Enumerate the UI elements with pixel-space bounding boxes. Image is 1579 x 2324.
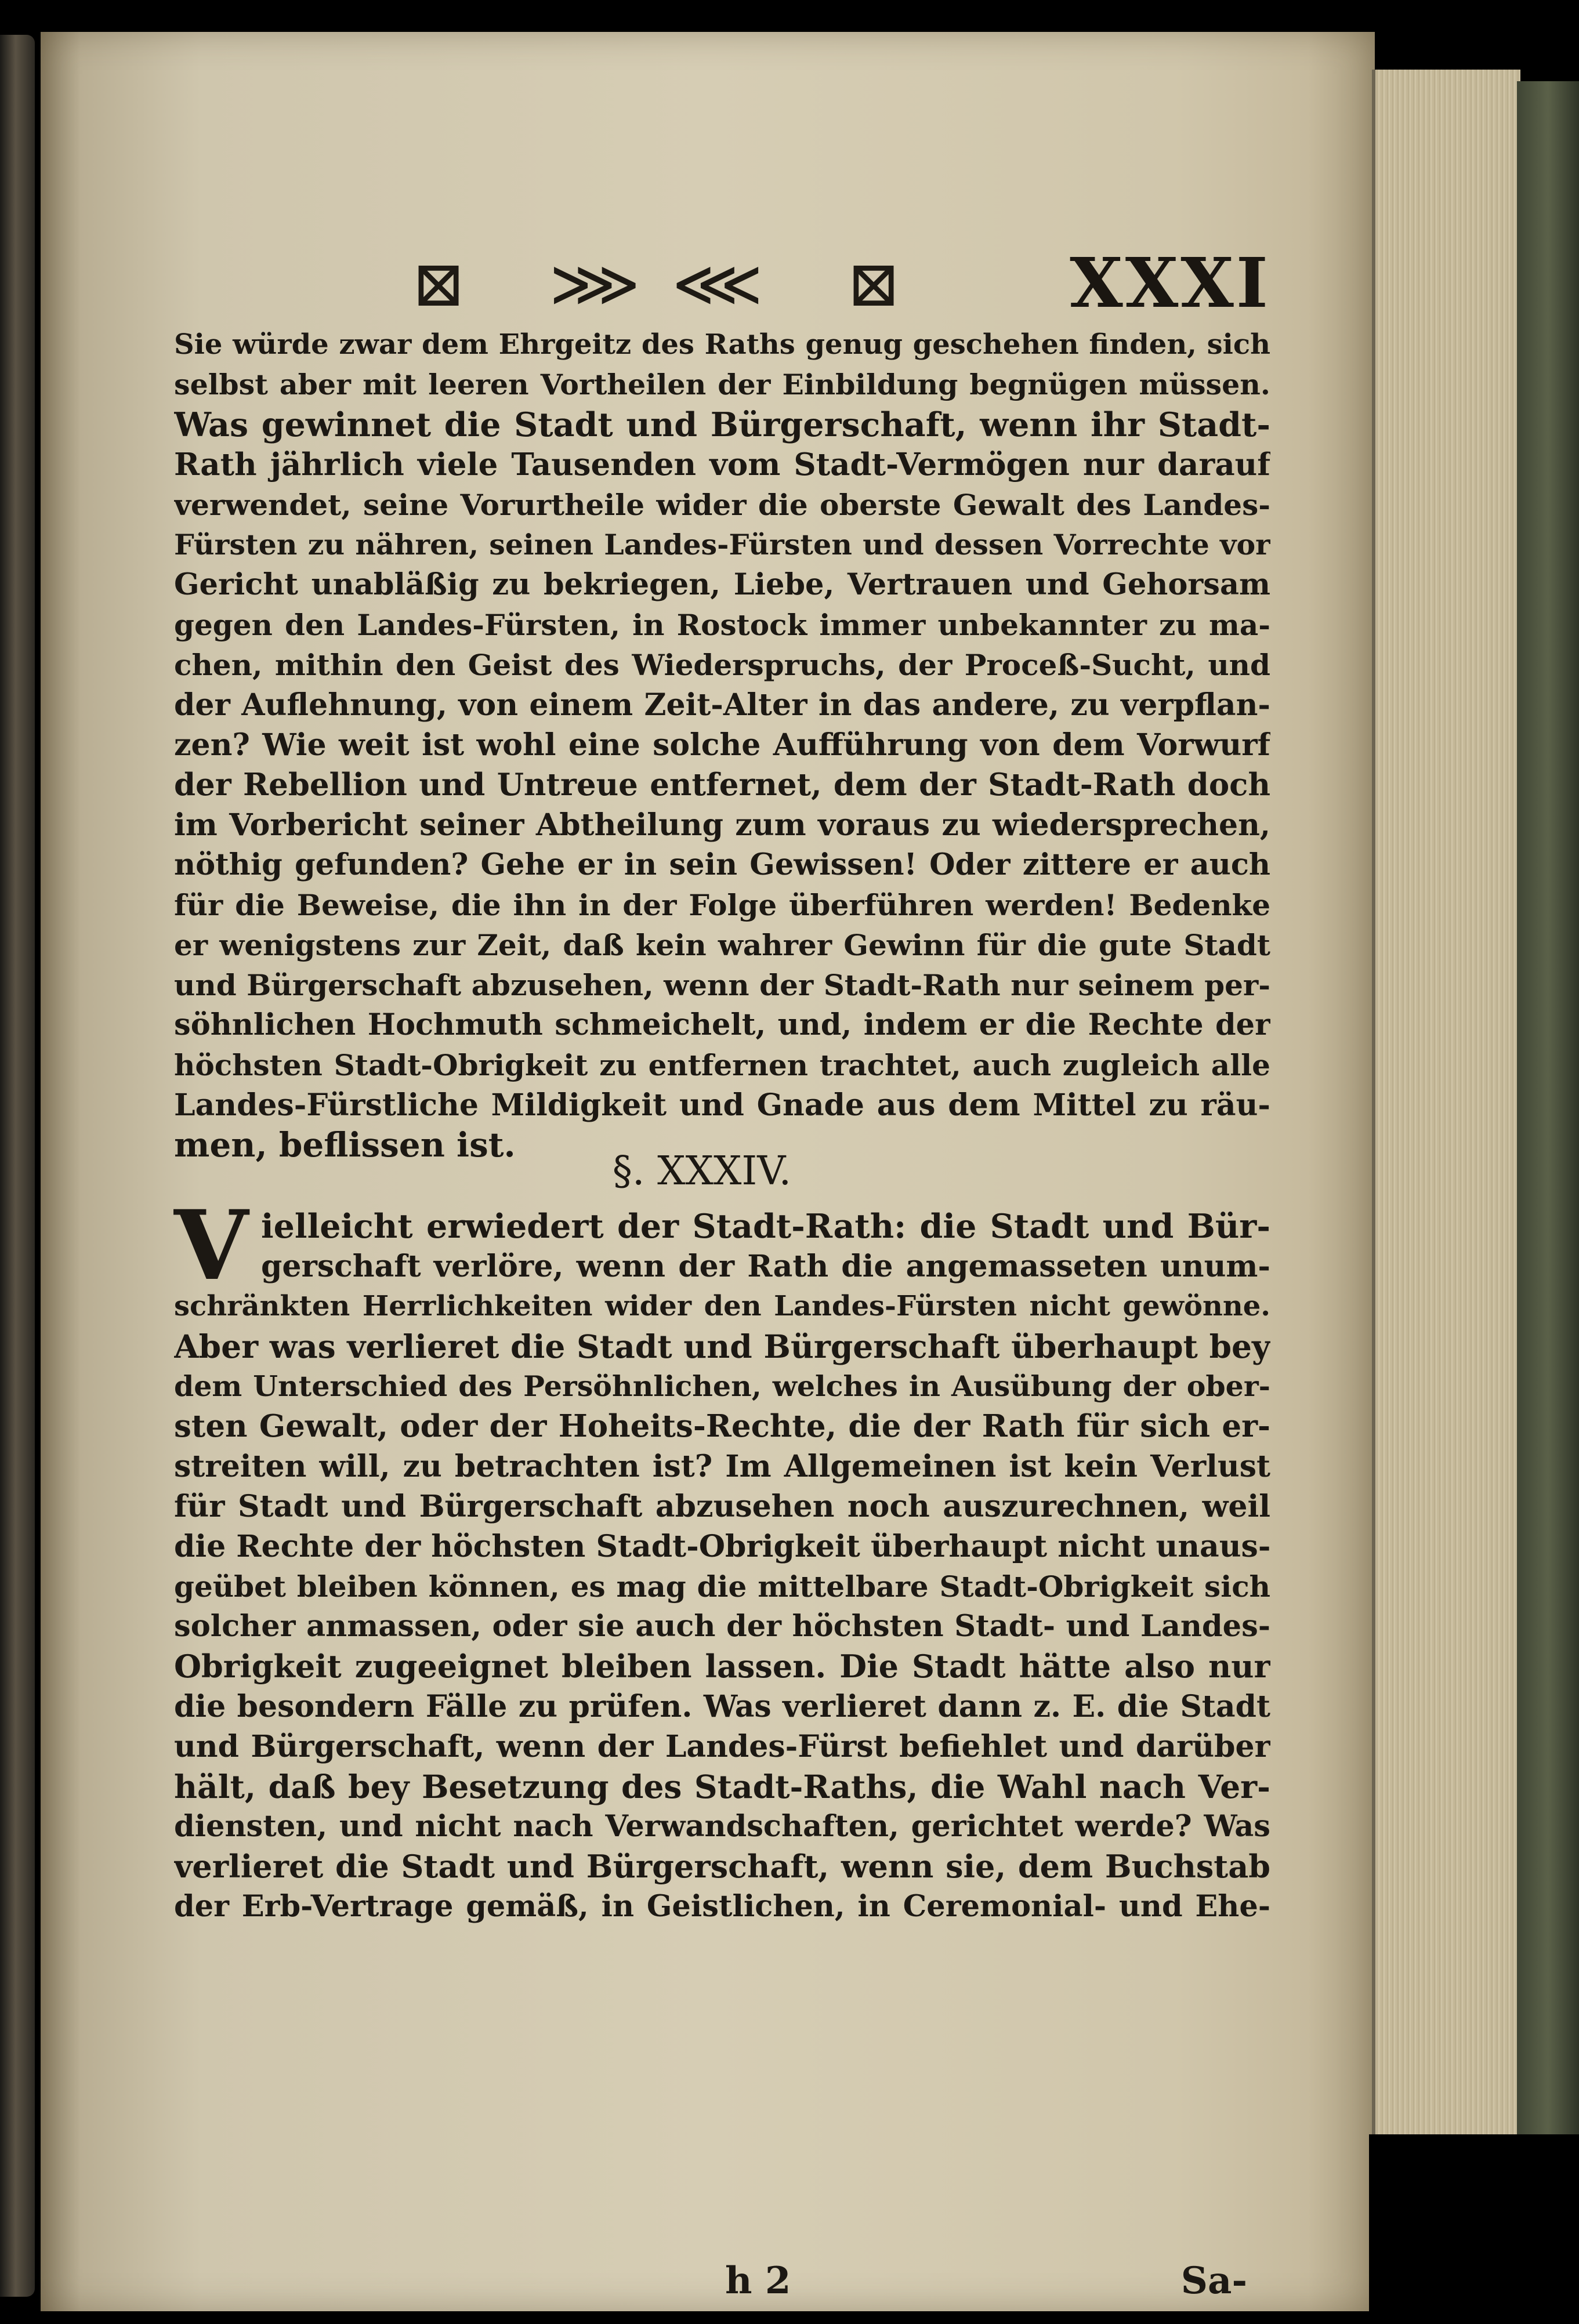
page-block-edges [1372, 70, 1520, 2134]
text-line: der Rebellion und Untreue entfernet, dem der Stadt-Rath doch [174, 767, 1270, 803]
text-line: Landes-Fürstliche Mildigkeit und Gnade aus dem Mittel zu räu- [174, 1087, 1270, 1123]
text-line: der Auflehnung, von einem Zeit-Alter in das andere, zu verpflan- [174, 687, 1270, 723]
signature-mark: h 2 [725, 2259, 791, 2303]
text-line: verlieret die Stadt und Bürgerschaft, wenn sie, dem Buchstab [174, 1848, 1270, 1885]
text-line: streiten will, zu betrachten ist? Im Allgemeinen ist kein Verlust [174, 1449, 1270, 1484]
text-line: für die Beweise, die ihn in der Folge überführen werden! Bedenke [174, 888, 1270, 922]
left-page-edge [0, 35, 35, 2297]
text-line: solcher anmassen, oder sie auch der höchsten Stadt- und Landes- [174, 1609, 1270, 1644]
text-line: sten Gewalt, oder der Hoheits-Rechte, die der Rath für sich er- [174, 1408, 1270, 1444]
text-line: gegen den Landes-Fürsten, in Rostock immer unbekannter zu ma- [174, 608, 1270, 642]
text-line: Aber was verlieret die Stadt und Bürgerschaft überhaupt bey [174, 1328, 1270, 1365]
text-line: schränkten Herrlichkeiten wider den Landes-Fürsten nicht gewönne. [174, 1290, 1270, 1322]
text-line: Fürsten zu nähren, seinen Landes-Fürsten und dessen Vorrechte vor [174, 528, 1270, 561]
background-corner [1369, 2134, 1579, 2324]
catchword: Sa- [1180, 2259, 1247, 2303]
text-line: ielleicht erwiedert der Stadt-Rath: die Stadt und Bür- [261, 1207, 1270, 1246]
text-line: chen, mithin den Geist des Wiederspruchs, der Proceß-Sucht, und [174, 648, 1270, 682]
text-line: nöthig gefunden? Gehe er in sein Gewissen! Oder zittere er auch [174, 847, 1270, 882]
section-heading: §. XXXIV. [612, 1148, 792, 1194]
text-line: Gericht unabläßig zu bekriegen, Liebe, Vertrauen und Gehorsam [174, 567, 1270, 602]
text-line: Sie würde zwar dem Ehrgeitz des Raths genug geschehen finden, sich [174, 328, 1270, 361]
text-line: Was gewinnet die Stadt und Bürgerschaft, wenn ihr Stadt- [174, 405, 1270, 444]
page-header [180, 238, 1270, 325]
text-line: und Bürgerschaft abzusehen, wenn der Stadt-Rath nur seinem per- [174, 968, 1270, 1002]
text-line: im Vorbericht seiner Abtheilung zum voraus zu wiedersprechen, [174, 807, 1270, 843]
text-line: Rath jährlich viele Tausenden vom Stadt-Vermögen nur darauf [174, 447, 1270, 483]
text-line: geübet bleiben können, es mag die mittelbare Stadt-Obrigkeit sich [174, 1569, 1270, 1604]
text-line: der Erb-Vertrage gemäß, in Geistlichen, in Ceremonial- und Ehe- [174, 1889, 1270, 1924]
page-number: XXXI [1070, 242, 1270, 323]
text-line: er wenigstens zur Zeit, daß kein wahrer Gewinn für die gute Stadt [174, 928, 1270, 962]
paragraph-1 [174, 325, 1270, 1165]
book-cover [1517, 81, 1579, 2146]
paragraph-2 [174, 1206, 1270, 1927]
text-line: verwendet, seine Vorurtheile wider die oberste Gewalt des Landes- [174, 488, 1270, 522]
text-line: zen? Wie weit ist wohl eine solche Aufführung von dem Vorwurf [174, 727, 1270, 763]
text-line: die Rechte der höchsten Stadt-Obrigkeit überhaupt nicht unaus- [174, 1529, 1270, 1564]
text-line: Obrigkeit zugeeignet bleiben lassen. Die Stadt hätte also nur [174, 1648, 1270, 1685]
text-line: gerschaft verlöre, wenn der Rath die angemasseten unum- [261, 1249, 1270, 1284]
text-line: selbst aber mit leeren Vortheilen der Einbildung begnügen müssen. [174, 368, 1270, 401]
text-line: men, beflissen ist. [174, 1125, 516, 1165]
header-ornament: ⊠ ⋙⋘ ⊠ [412, 246, 933, 321]
page-footer [174, 2259, 1270, 2305]
text-line: dem Unterschied des Persöhnlichen, welches in Ausübung der ober- [174, 1369, 1270, 1403]
text-line: diensten, und nicht nach Verwandschaften, gerichtet werde? Was [174, 1809, 1270, 1844]
drop-cap: V [174, 1189, 249, 1301]
text-line: hält, daß bey Besetzung des Stadt-Raths, die Wahl nach Ver- [174, 1768, 1270, 1805]
text-line: und Bürgerschaft, wenn der Landes-Fürst befiehlet und darüber [174, 1729, 1270, 1764]
text-line: höchsten Stadt-Obrigkeit zu entfernen trachtet, auch zugleich alle [174, 1048, 1270, 1082]
text-line: für Stadt und Bürgerschaft abzusehen noch auszurechnen, weil [174, 1489, 1270, 1524]
text-line: söhnlichen Hochmuth schmeichelt, und, indem er die Rechte der [174, 1007, 1270, 1042]
text-line: die besondern Fälle zu prüfen. Was verlieret dann z. E. die Stadt [174, 1689, 1270, 1724]
